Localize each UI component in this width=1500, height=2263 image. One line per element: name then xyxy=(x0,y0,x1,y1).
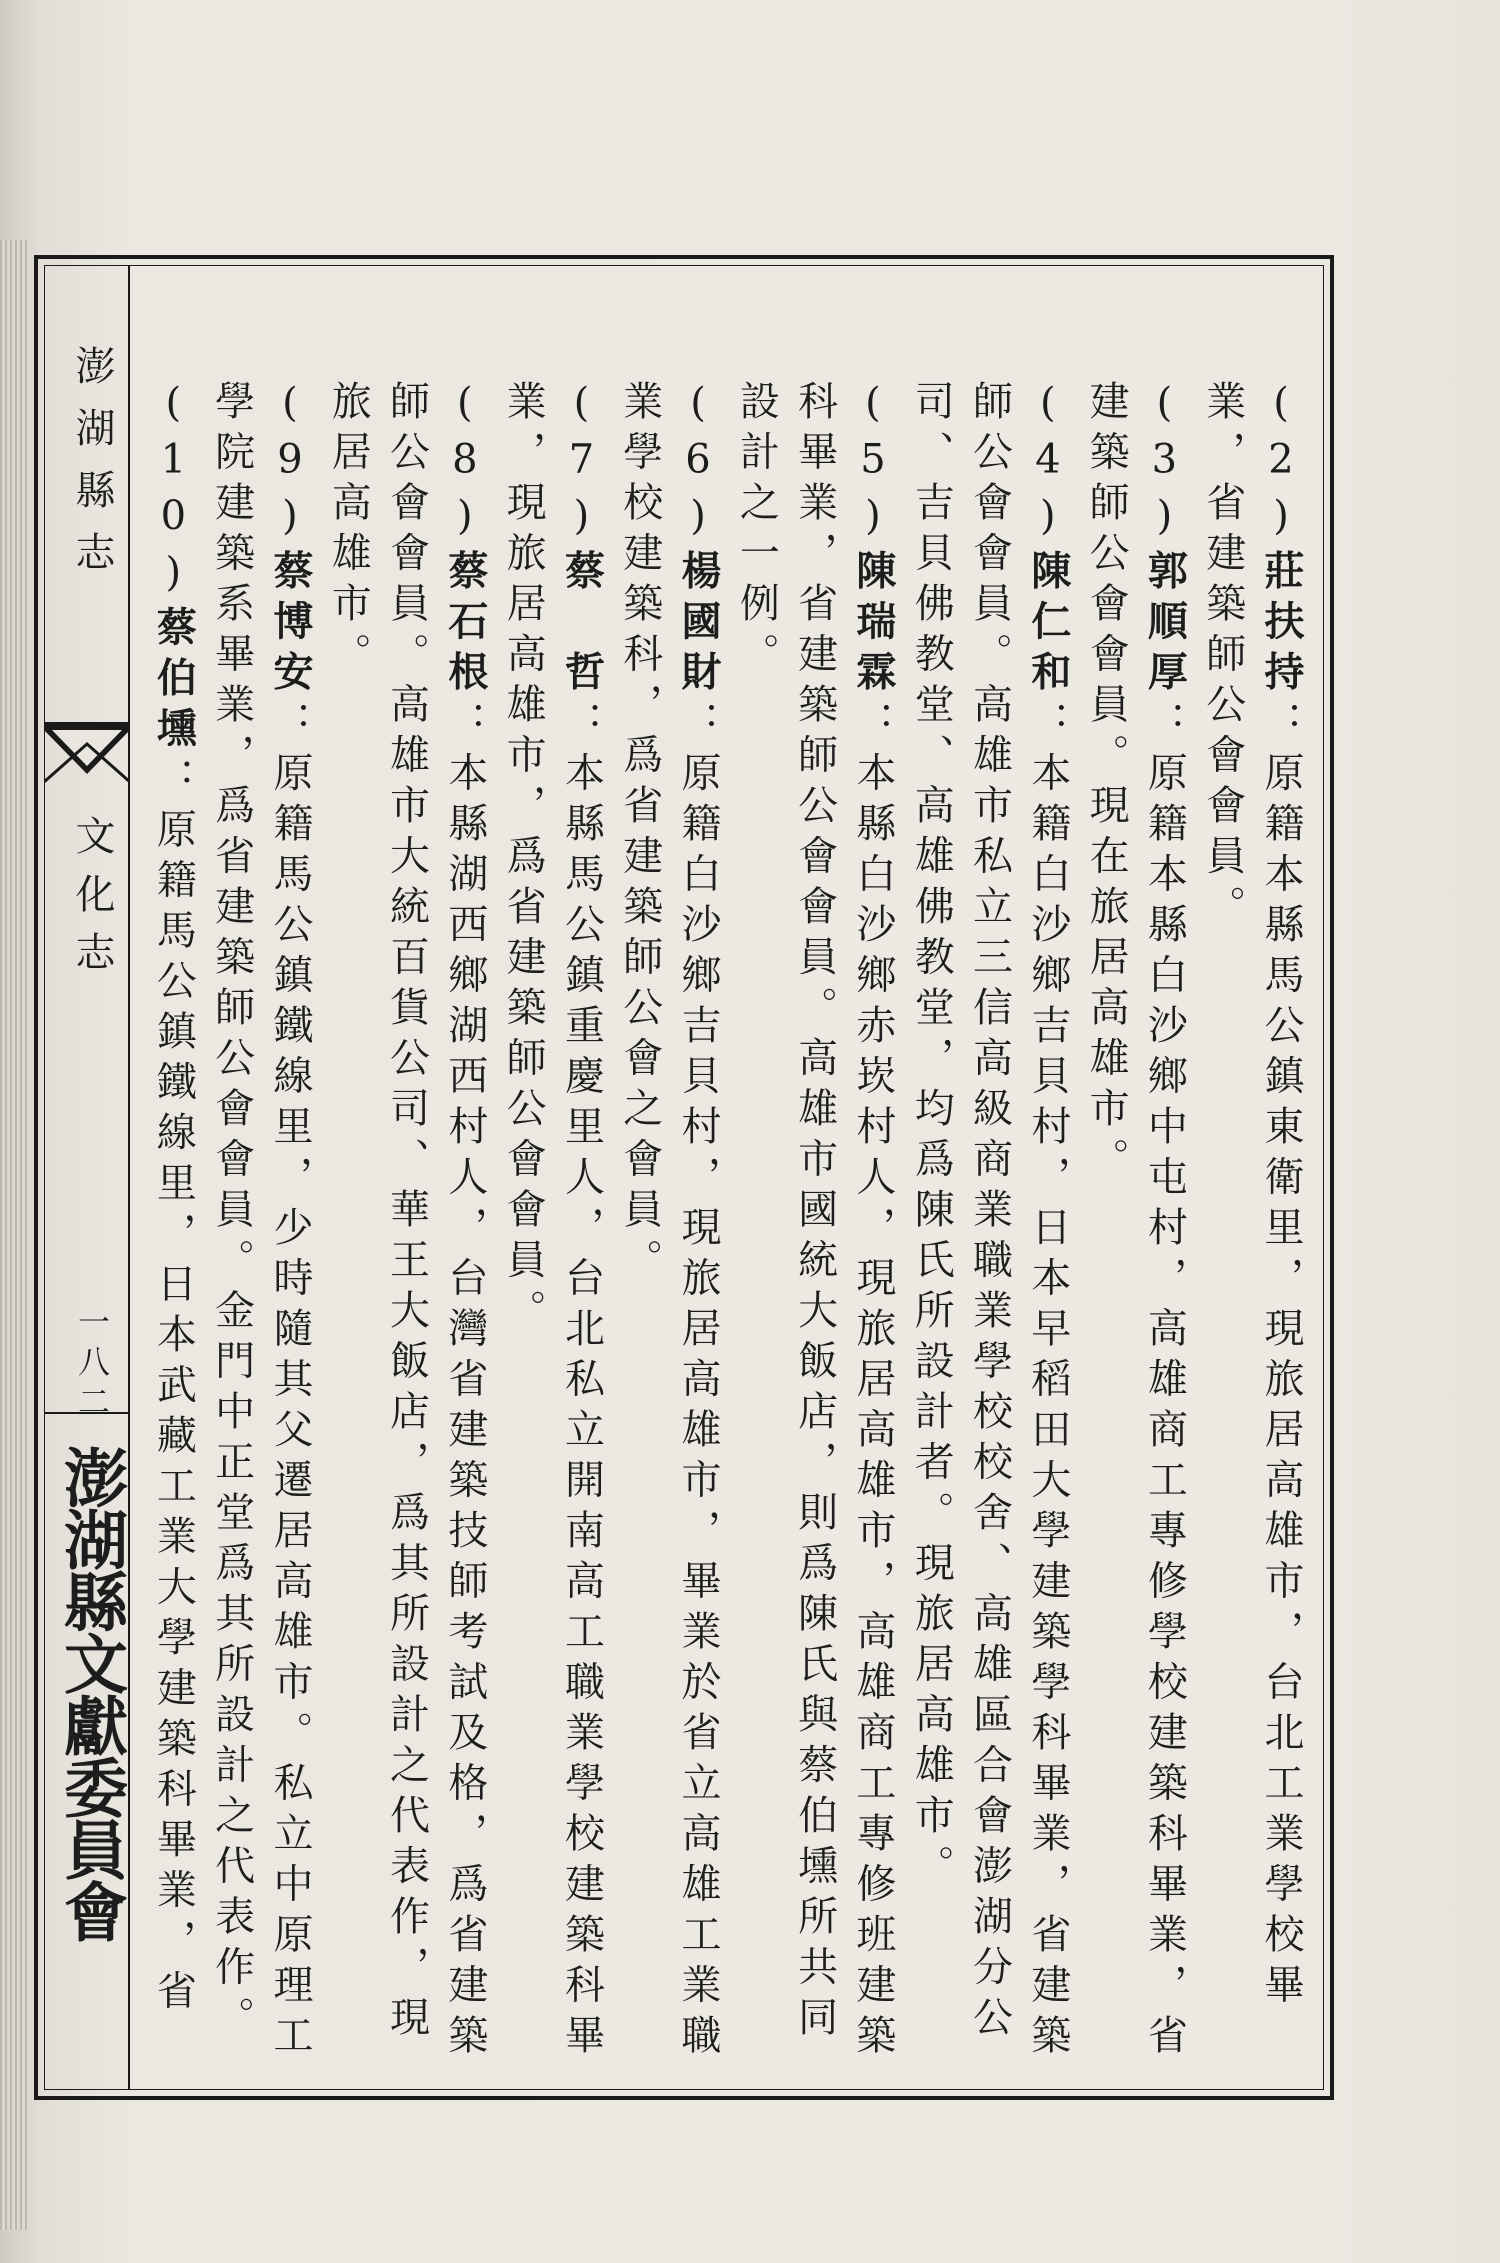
entry-3 xyxy=(1077,380,1194,2070)
entry-9 xyxy=(202,380,319,2070)
entry-text: ：原籍馬公鎮鐵線里，少時隨其父遷居高雄市。私立中原理工學院建築系畢業，爲省建築師公會會員。金門中正堂爲其所設計之代表作。 xyxy=(208,380,313,2065)
book-title: 澎湖縣志 xyxy=(69,345,115,593)
entry-10 xyxy=(148,380,202,2070)
entry-name: 陳瑞霖 xyxy=(849,549,897,701)
entry-name: 陳仁和 xyxy=(1024,549,1072,701)
entry-name: 蔡博安 xyxy=(266,549,314,701)
entry-name: 蔡石根 xyxy=(441,549,489,701)
entry-marker: (4) xyxy=(1024,380,1071,550)
page-number: 一八二 xyxy=(73,1305,111,1425)
entry-text: ：本縣馬公鎮重慶里人，台北私立開南高工職業學校建築科畢業，現旅居高雄市，爲省建築師公會會員。 xyxy=(500,380,605,2065)
section-title: 文化志 xyxy=(69,815,115,989)
entry-marker: (9) xyxy=(266,380,313,550)
publisher-name: 澎湖縣文獻委員會 xyxy=(53,1445,128,1941)
entry-name: 蔡伯壎 xyxy=(150,606,198,758)
entry-2 xyxy=(1193,380,1310,2070)
entry-marker: (5) xyxy=(849,380,896,550)
entry-marker: (7) xyxy=(558,380,605,550)
entry-text: ：原籍白沙鄉吉貝村，現旅居高雄市，畢業於省立高雄工業職業學校建築科，爲省建築師公會之會員。 xyxy=(616,380,722,2065)
entry-marker: (10) xyxy=(150,380,197,606)
entry-text: ：本縣白沙鄉赤崁村人，現旅居高雄市，高雄商工專修班建築科畢業，省建築師公會會員。高雄市國統大飯店，則爲陳氏與蔡伯壎所共同設計之一例。 xyxy=(733,380,896,2065)
entry-text: ：本縣湖西鄉湖西村人，台灣省建築技師考試及格，爲省建築師公會會員。高雄市大統百貨公司、華王大飯店，爲其所設計之代表作，現旅居高雄市。 xyxy=(325,380,488,2065)
entry-text: ：本籍白沙鄉吉貝村，日本早稻田大學建築學科畢業，省建築師公會會員。高雄市私立三信高級商業職業學校校舍、高雄區合會澎湖分公司、吉貝佛教堂、高雄佛教堂，均爲陳氏所設計者。現旅居高雄市。 xyxy=(908,380,1071,2065)
entry-text: ：原籍本縣馬公鎮東衛里，現旅居高雄市，台北工業學校畢業，省建築師公會會員。 xyxy=(1199,380,1304,2014)
fish-tail-ornament xyxy=(44,722,130,792)
binding-page-edges xyxy=(0,240,30,2230)
entry-marker: (2) xyxy=(1258,380,1304,550)
margin-rule xyxy=(44,1412,130,1414)
entry-6 xyxy=(610,380,727,2070)
entry-7 xyxy=(494,380,611,2070)
entry-marker: (3) xyxy=(1141,380,1188,550)
entry-text: ：原籍本縣白沙鄉中屯村，高雄商工專修學校建築科畢業，省建築師公會會員。現在旅居高雄市。 xyxy=(1083,380,1188,2065)
entry-marker: (6) xyxy=(675,380,722,550)
entry-text: ：原籍馬公鎮鐵線里，日本武藏工業大學建築科畢業，省 xyxy=(150,757,197,2020)
entry-5 xyxy=(727,380,902,2070)
entry-4 xyxy=(902,380,1077,2070)
body-text xyxy=(148,380,1310,2070)
entry-name: 莊扶持 xyxy=(1258,549,1305,701)
entry-name: 楊國財 xyxy=(675,549,723,701)
entry-marker: (8) xyxy=(441,380,488,550)
entry-8 xyxy=(319,380,494,2070)
entry-name: 蔡 哲 xyxy=(558,549,606,701)
entry-name: 郭順厚 xyxy=(1141,549,1189,701)
